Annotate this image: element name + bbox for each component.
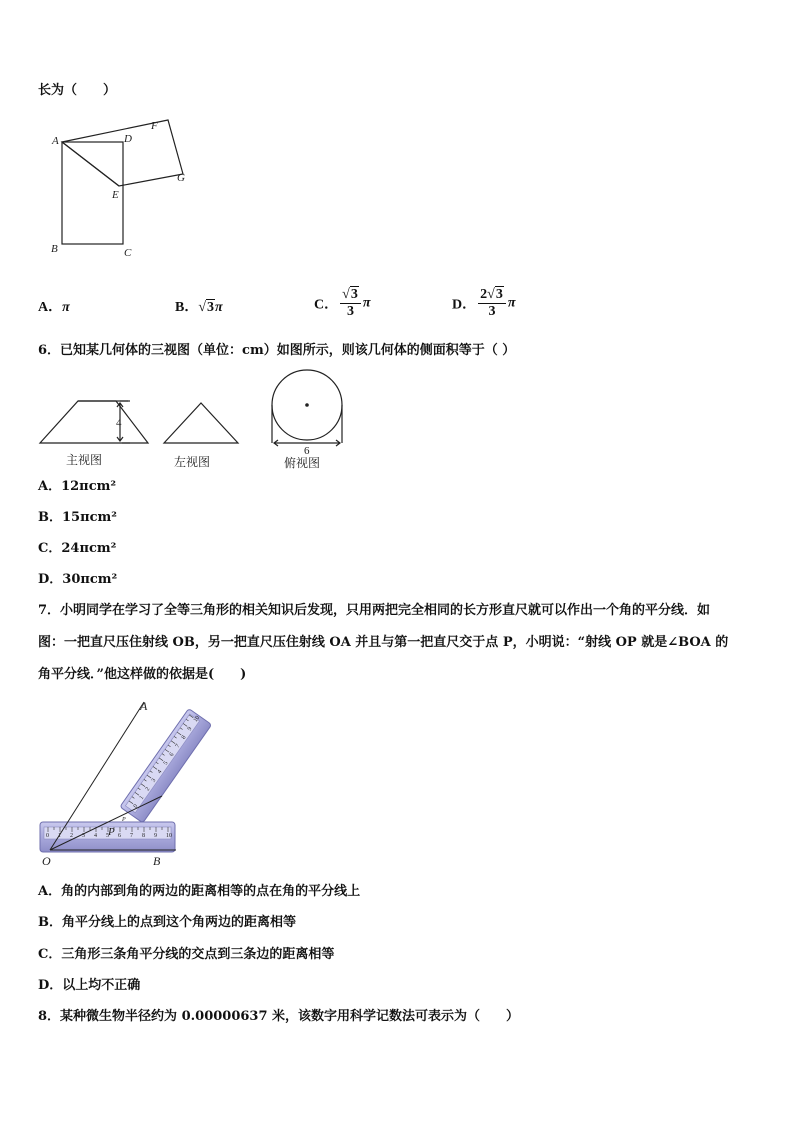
- horizontal-ruler-tick-label: 7: [130, 833, 133, 839]
- side-view-shape: [164, 403, 238, 443]
- horizontal-ruler-tick-label: 3: [82, 833, 85, 839]
- label-d: D: [124, 133, 132, 145]
- q5-option-b[interactable]: B．√3π: [175, 300, 223, 315]
- q6-option-b[interactable]: B．15πcm²: [38, 510, 117, 525]
- label-p: P: [108, 826, 115, 838]
- q6-option-d[interactable]: D．30πcm²: [38, 572, 118, 587]
- label-b-ray: B: [153, 854, 161, 868]
- label-f: F: [151, 120, 158, 132]
- q7-rulers-figure: [36, 698, 202, 870]
- front-view-shape: [40, 401, 148, 443]
- horizontal-ruler-tick-label: 6: [118, 833, 121, 839]
- label-a-ray: A: [140, 699, 148, 713]
- horizontal-ruler-tick-label: 8: [142, 833, 145, 839]
- q5-option-c[interactable]: C． $\frac{√3}{3}$ π: [314, 287, 371, 319]
- width-label: 6: [304, 445, 310, 457]
- tilted-ruler-tick-label: 1: [138, 794, 146, 801]
- horizontal-ruler-tick-label: 1: [58, 833, 61, 839]
- label-c: C: [124, 247, 132, 259]
- tilted-ruler-tick-label: 0: [132, 803, 140, 810]
- tilted-ruler-tick-label: 3: [150, 777, 158, 784]
- q6-stem: 6．已知某几何体的三视图（单位：cm）如图所示，则该几何体的侧面积等于（ ）: [38, 343, 516, 358]
- top-view-center-dot: [305, 403, 309, 407]
- height-label: 4: [116, 417, 122, 429]
- label-p-small: P: [122, 817, 126, 823]
- q7-option-d[interactable]: D．以上均不正确: [38, 978, 141, 993]
- q5-option-d[interactable]: D． $\frac{2√3}{3}$ π: [452, 287, 516, 319]
- label-a: A: [52, 135, 59, 147]
- q7-option-b[interactable]: B．角平分线上的点到这个角两边的距离相等: [38, 915, 296, 930]
- tilted-ruler-tick-label: 7: [174, 743, 182, 750]
- q7-option-c[interactable]: C．三角形三条角平分线的交点到三条边的距离相等: [38, 947, 335, 962]
- tilted-ruler-tick-label: 10: [192, 715, 202, 724]
- label-o: O: [42, 854, 51, 868]
- side-view-caption: 左视图: [174, 455, 211, 469]
- q5-stem-tail: 长为（ ）: [38, 83, 117, 98]
- q7-stem-line1: 7．小明同学在学习了全等三角形的相关知识后发现，只用两把完全相同的长方形直尺就可以作出一个角的平分线．如: [38, 603, 711, 618]
- q5-option-a[interactable]: A．π: [38, 300, 70, 315]
- q7-option-a[interactable]: A．角的内部到角的两边的距离相等的点在角的平分线上: [38, 884, 361, 899]
- q5-geometry-figure: [40, 112, 200, 262]
- front-view-caption: 主视图: [66, 453, 103, 467]
- tilted-ruler-tick-label: 8: [180, 734, 188, 741]
- horizontal-ruler-tick-label: 2: [70, 833, 73, 839]
- q6-option-a[interactable]: A．12πcm²: [38, 479, 117, 494]
- q6-option-c[interactable]: C．24πcm²: [38, 541, 117, 556]
- label-g: G: [177, 172, 185, 184]
- tilted-ruler-tick-label: 4: [156, 769, 164, 776]
- label-b: B: [51, 243, 58, 255]
- horizontal-ruler-tick-label: 5: [106, 833, 109, 839]
- q6-three-views-figure: [36, 368, 356, 472]
- tilted-ruler-tick-label: 2: [144, 786, 152, 793]
- label-e: E: [112, 189, 119, 201]
- q8-stem: 8．某种微生物半径约为 0.00000637 米，该数字用科学记数法可表示为（ ）: [38, 1009, 520, 1024]
- q7-stem-line3: 角平分线．”他这样做的依据是( ): [38, 667, 247, 682]
- tilted-ruler-tick-label: 5: [162, 760, 170, 767]
- q7-stem-line2: 图：一把直尺压住射线 OB，另一把直尺压住射线 OA 并且与第一把直尺交于点 P，小明说：“射线 OP 就是∠BOA 的: [38, 635, 729, 650]
- horizontal-ruler-tick-label: 9: [154, 833, 157, 839]
- tilted-ruler-tick-label: 9: [186, 726, 194, 733]
- horizontal-ruler-tick-label: 4: [94, 833, 97, 839]
- top-view-caption: 俯视图: [284, 456, 321, 470]
- horizontal-ruler-tick-label: 0: [46, 833, 49, 839]
- horizontal-ruler-tick-label: 10: [166, 833, 172, 839]
- tilted-ruler-tick-label: 6: [168, 751, 176, 758]
